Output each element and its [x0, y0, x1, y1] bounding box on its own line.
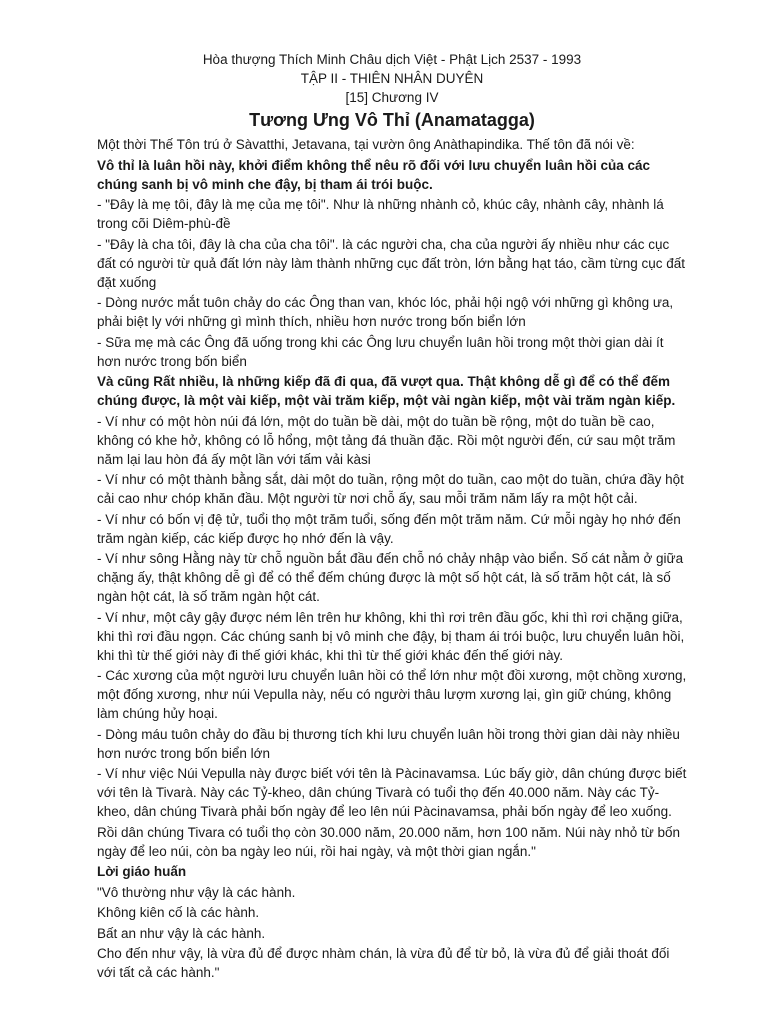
paragraph: Không kiên cố là các hành. [97, 905, 260, 920]
translator-line: Hòa thượng Thích Minh Châu dịch Việt - Phật Lịch 2537 - 1993 [202, 52, 582, 67]
paragraph: Bất an như vậy là các hành. [97, 925, 266, 941]
paragraph: - "Đây là mẹ tôi, đây là mẹ của mẹ tôi". Như là những nhành cỏ, khúc cây, nhành cây, nhành lá trong cõi Diêm-phù-đề [97, 197, 664, 231]
paragraph: - Ví như, một cây gậy được ném lên trên hư không, khi thì rơi trên đầu gốc, khi thì rơi chặng giữa, khi thì rơi đầu ngọn. Các chúng sanh bị vô minh che đậy, bị tham ái trói buộc, lưu chuyển luân hồi, khi thì từ thế giới này đi thế giới khác, khi thì từ thế giới khác đến thế giới này. [97, 609, 685, 663]
paragraph: - Ví như có bốn vị đệ tử, tuổi thọ một trăm tuổi, sống đến một trăm năm. Cứ mỗi ngày họ nhớ đến trăm ngàn kiếp, các kiếp được họ nhớ đến là vậy. [97, 511, 681, 546]
page-title: Tương Ưng Vô Thỉ (Anamatagga) [249, 110, 535, 130]
paragraph: - Ví như có một thành bằng sắt, dài một do tuần, rộng một do tuần, cao một do tuần, chứa đầy hột cải cao như chóp khăn đầu. Một người từ nơi chỗ ấy, sau mỗi trăm năm lấy ra một hột cải. [97, 472, 684, 506]
paragraph: Cho đến như vậy, là vừa đủ để được nhàm chán, là vừa đủ để từ bỏ, là vừa đủ để giải thoát đối với tất cả các hành." [97, 946, 670, 980]
body-text [97, 135, 687, 982]
paragraph: - "Đây là cha tôi, đây là cha của cha tôi". là các người cha, cha của người ấy nhiều như các cục đất có người từ quả đất lớn này làm thành những cục đất tròn, lớn bằng hạt táo, cầm từng cục đất đặt xuống [97, 236, 686, 290]
paragraph: - Dòng nước mắt tuôn chảy do các Ông than van, khóc lóc, phải hội ngộ với những gì không ưa, phải biệt ly với những gì mình thích, nhiều hơn nước trong bốn biển lớn [97, 295, 674, 329]
paragraph: "Vô thường như vậy là các hành. [97, 884, 296, 900]
bold-paragraph: Và cũng Rất nhiều, là những kiếp đã đi qua, đã vượt qua. Thật không dễ gì để có thể đếm chúng được, là một vài kiếp, một vài trăm kiếp, một vài ngàn kiếp, một vài trăm ngàn kiếp. [97, 374, 676, 408]
chapter-number-line: [15] Chương IV [345, 90, 439, 105]
document-content [97, 50, 687, 984]
paragraph: - Ví như việc Núi Vepulla này được biết với tên là Pàcinavamsa. Lúc bấy giờ, dân chúng được biết với tên là Tivarà. Này các Tỷ-kheo, dân chúng Tivarà có tuổi thọ đến 40.000 năm. Này các Tỷ-kheo, dân chúng Tivarà phải bốn ngày để leo lên núi Pàcinavamsa, phải bốn ngày để leo xuống. [97, 766, 687, 819]
paragraph: - Ví như sông Hằng này từ chỗ nguồn bắt đầu đến chỗ nó chảy nhập vào biển. Số cát nằm ở giữa chặng ấy, thật không dễ gì để có thể đếm chúng được là một số hột cát, là số trăm hột cát, là số ngàn hột cát, là số trăm ngàn hột cát. [97, 551, 684, 604]
paragraph: Một thời Thế Tôn trú ở Sàvatthi, Jetavana, tại vườn ông Anàthapindika. Thế tôn đã nói về: [97, 137, 635, 152]
volume-line: TẬP II - THIÊN NHÂN DUYÊN [300, 71, 484, 86]
paragraph: - Dòng máu tuôn chảy do đầu bị thương tích khi lưu chuyển luân hồi trong thời gian dài này nhiều hơn nước trong bốn biển lớn [97, 726, 680, 761]
paragraph: - Sữa mẹ mà các Ông đã uống trong khi các Ông lưu chuyển luân hồi trong một thời gian dài ít hơn nước trong bốn biển [97, 334, 664, 369]
bold-paragraph: Lời giáo huấn [97, 864, 187, 879]
paragraph: Rồi dân chúng Tivara có tuổi thọ còn 30.000 năm, 20.000 năm, hơn 100 năm. Núi này nhỏ từ bốn ngày để leo núi, còn ba ngày leo núi, rồi hai ngày, và một thời gian ngắn." [97, 824, 681, 859]
bold-paragraph: Vô thỉ là luân hồi này, khởi điểm không thể nêu rõ đối với lưu chuyển luân hồi của các chúng sanh bị vô minh che đậy, bị tham ái trói buộc. [97, 157, 651, 192]
paragraph: - Ví như có một hòn núi đá lớn, một do tuần bề dài, một do tuần bề rộng, một do tuần bề cao, không có khe hở, không có lỗ hổng, một tảng đá thuần đặc. Rồi một người đến, cứ sau một trăm năm lại lau hòn đá ấy một lần với tấm vải kàsi [97, 413, 676, 467]
paragraph: - Các xương của một người lưu chuyển luân hồi có thể lớn như một đồi xương, một chồng xương, một đống xương, như núi Vepulla này, nếu có người thâu lượm xương lại, gìn giữ chúng, không làm chúng hủy hoại. [97, 668, 687, 721]
